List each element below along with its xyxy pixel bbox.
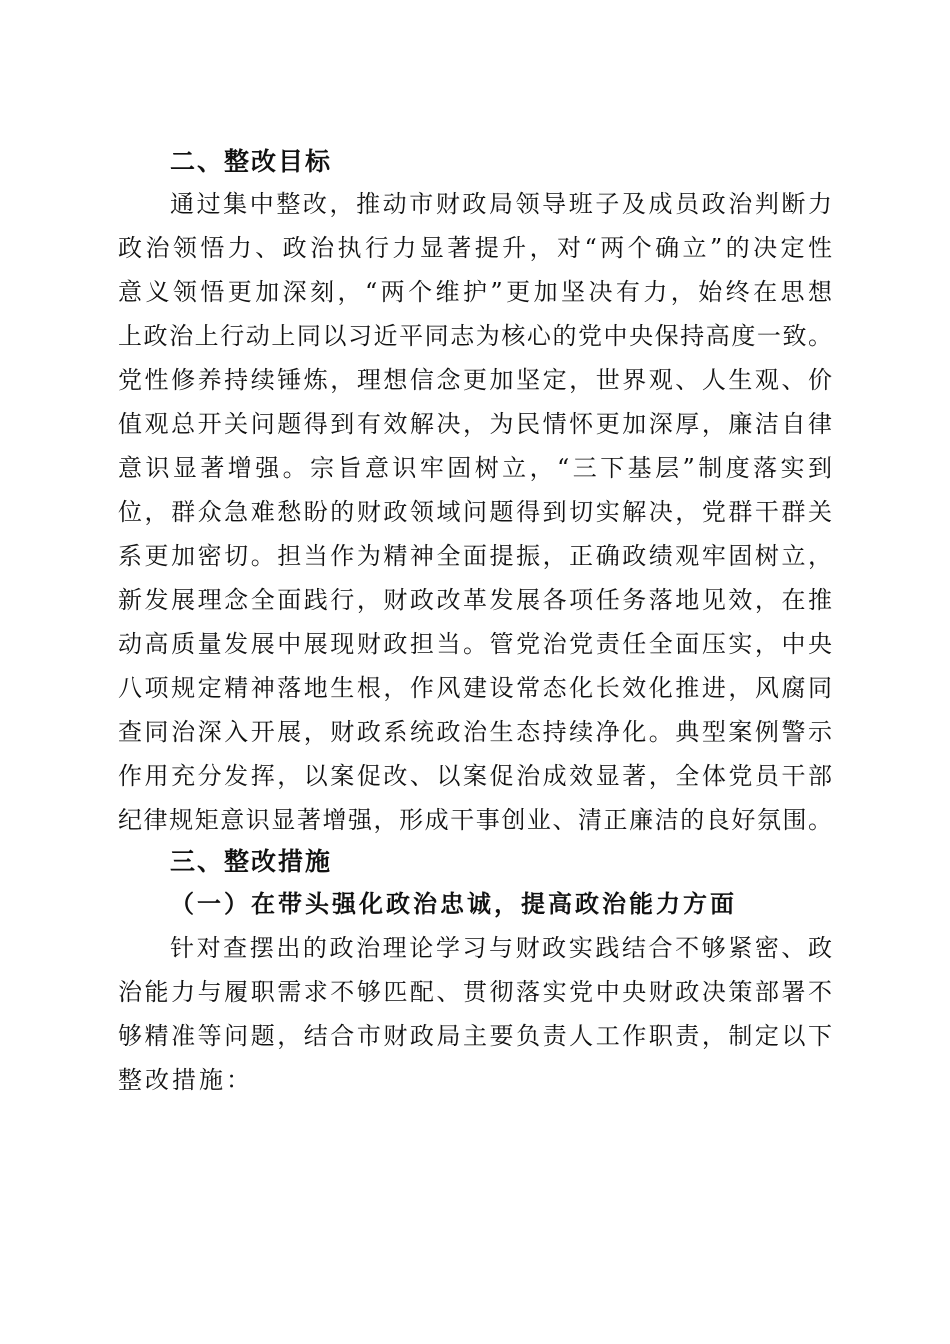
paragraph-line: 作用充分发挥，以案促改、以案促治成效显著，全体党员干部 — [118, 762, 832, 790]
paragraph-line: 纪律规矩意识显著增强，形成干事创业、清正廉洁的良好氛围。 — [118, 806, 832, 834]
paragraph-line: 意识显著增强。宗旨意识牢固树立，“三下基层”制度落实到 — [118, 454, 832, 482]
paragraph-rectification-goals — [118, 182, 832, 842]
paragraph-line: 新发展理念全面践行，财政改革发展各项任务落地见效，在推 — [118, 586, 832, 614]
paragraph-line: 上政治上行动上同以习近平同志为核心的党中央保持高度一致。 — [118, 322, 832, 350]
paragraph-line: 够精准等问题，结合市财政局主要负责人工作职责，制定以下 — [118, 1022, 832, 1050]
document-body — [118, 142, 832, 1102]
paragraph-line: 政治领悟力、政治执行力显著提升，对“两个确立”的决定性 — [118, 234, 832, 262]
paragraph-line: 针对查摆出的政治理论学习与财政实践结合不够紧密、政 — [170, 934, 832, 962]
paragraph-line: 八项规定精神落地生根，作风建设常态化长效化推进，风腐同 — [118, 674, 832, 702]
paragraph-line: 位，群众急难愁盼的财政领域问题得到切实解决，党群干群关 — [118, 498, 832, 526]
subsection-heading-political-loyalty: （一）在带头强化政治忠诚，提高政治能力方面 — [170, 889, 737, 918]
paragraph-line: 值观总开关问题得到有效解决，为民情怀更加深厚，廉洁自律 — [118, 410, 832, 438]
paragraph-line: 意义领悟更加深刻，“两个维护”更加坚决有力，始终在思想 — [118, 278, 832, 306]
paragraph-line: 系更加密切。担当作为精神全面提振，正确政绩观牢固树立， — [118, 542, 832, 570]
paragraph-line: 治能力与履职需求不够匹配、贯彻落实党中央财政决策部署不 — [118, 978, 832, 1006]
paragraph-line: 动高质量发展中展现财政担当。管党治党责任全面压实，中央 — [118, 630, 832, 658]
paragraph-line: 党性修养持续锤炼，理想信念更加坚定，世界观、人生观、价 — [118, 366, 832, 394]
section-heading-rectification-measures: 三、整改措施 — [170, 847, 333, 876]
section-heading-rectification-goals: 二、整改目标 — [170, 147, 333, 176]
paragraph-line: 查同治深入开展，财政系统政治生态持续净化。典型案例警示 — [118, 718, 832, 746]
paragraph-line: 整改措施： — [118, 1066, 253, 1094]
paragraph-rectification-measures — [118, 926, 832, 1102]
paragraph-line: 通过集中整改，推动市财政局领导班子及成员政治判断力 — [170, 190, 832, 218]
